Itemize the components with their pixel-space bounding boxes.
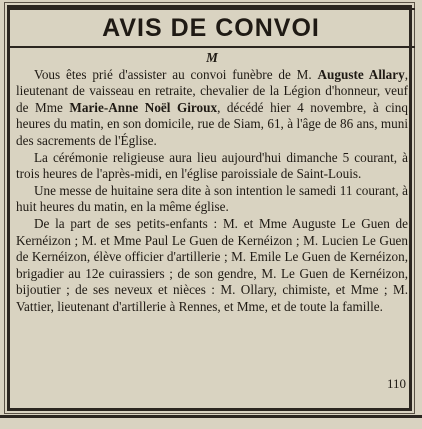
paragraph-ceremony: La cérémonie religieuse aura lieu aujourd'hui dimanche 5 courant, à trois heures de l'après-midi, en l'église paroissiale de Saint-Louis. (16, 149, 408, 182)
title-top-rule (7, 8, 415, 10)
title-bottom-rule (7, 46, 415, 48)
paragraph-mass: Une messe de huitaine sera dite à son intention le samedi 11 courant, à huit heures du matin, en la même église. (16, 182, 408, 215)
announcement-rank: , lieutenant de vaisseau en retraite, chevalier de la Légion d'honneur, veuf de Mme (16, 66, 408, 115)
reference-number: 110 (386, 376, 406, 391)
paragraph-family: De la part de ses petits-enfants : M. et Mme Auguste Le Guen de Kernéizon ; M. et Mme Paul Le Guen de Kernéizon ; M. Lucien Le Guen de Kernéizon, élève officier d'artillerie ; M. Emile Le Guen de Kernéizon, brigadier au 12e cuirassiers ; de son gendre, M. Le Guen de Kernéizon, bijoutier ; de ses neveux et nièces : M. Ollary, chimiste, et Mme ; M. Vattier, lieutenant d'artillerie à Rennes, et Mme, et de toute la famille. (16, 215, 408, 314)
paragraph-announcement (16, 67, 408, 150)
bottom-rule (0, 415, 422, 418)
honorific-initial: M (206, 50, 218, 65)
announcement-intro: Vous êtes prié d'assister au convoi funèbre de M. (34, 66, 318, 82)
notice-title: AVIS DE CONVOI (102, 14, 320, 42)
announcement-details: , décédé hier 4 novembre, à cinq heures du matin, en son domicile, rue de Siam, 61, à l'âge de 86 ans, muni des sacrements de l'Église. (16, 99, 408, 148)
deceased-name: Auguste Allary (317, 66, 405, 82)
notice-body (16, 50, 408, 316)
wife-name: Marie-Anne Noël Giroux (69, 99, 218, 115)
